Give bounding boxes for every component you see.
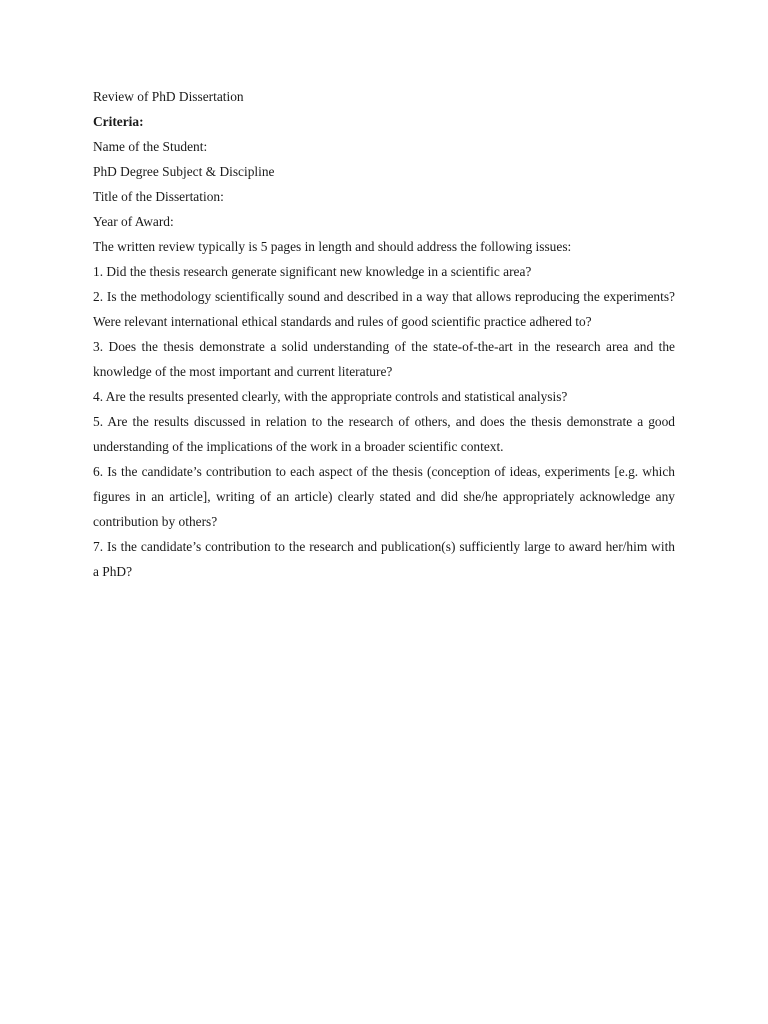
question-1: 1. Did the thesis research generate significant new knowledge in a scientific area?	[93, 264, 532, 279]
question-5: 5. Are the results discussed in relation to the research of others, and does the thesis demonstrate a good understanding of the implications of the work in a broader scientific context.	[93, 414, 675, 454]
field-year-of-award: Year of Award:	[93, 214, 174, 229]
field-student-name: Name of the Student:	[93, 139, 208, 154]
field-dissertation-title: Title of the Dissertation:	[93, 189, 224, 204]
question-4: 4. Are the results presented clearly, with the appropriate controls and statistical analysis?	[93, 389, 568, 404]
question-3: 3. Does the thesis demonstrate a solid understanding of the state-of-the-art in the research area and the knowledge of the most important and current literature?	[93, 339, 675, 379]
document-title: Review of PhD Dissertation	[93, 89, 244, 104]
question-2: 2. Is the methodology scientifically sound and described in a way that allows reproducing the experiments? Were relevant international ethical standards and rules of good scientific practice adhered to?	[93, 289, 675, 329]
question-6: 6. Is the candidate’s contribution to each aspect of the thesis (conception of ideas, experiments [e.g. which figures in an article], writing of an article) clearly stated and did she/he appropriately acknowledge any contribution by others?	[93, 464, 675, 529]
field-degree-subject: PhD Degree Subject & Discipline	[93, 164, 275, 179]
criteria-heading: Criteria:	[93, 114, 144, 129]
question-7: 7. Is the candidate’s contribution to the research and publication(s) sufficiently large to award her/him with a PhD?	[93, 539, 675, 579]
intro-paragraph: The written review typically is 5 pages in length and should address the following issues:	[93, 239, 572, 254]
document-body	[93, 84, 675, 584]
